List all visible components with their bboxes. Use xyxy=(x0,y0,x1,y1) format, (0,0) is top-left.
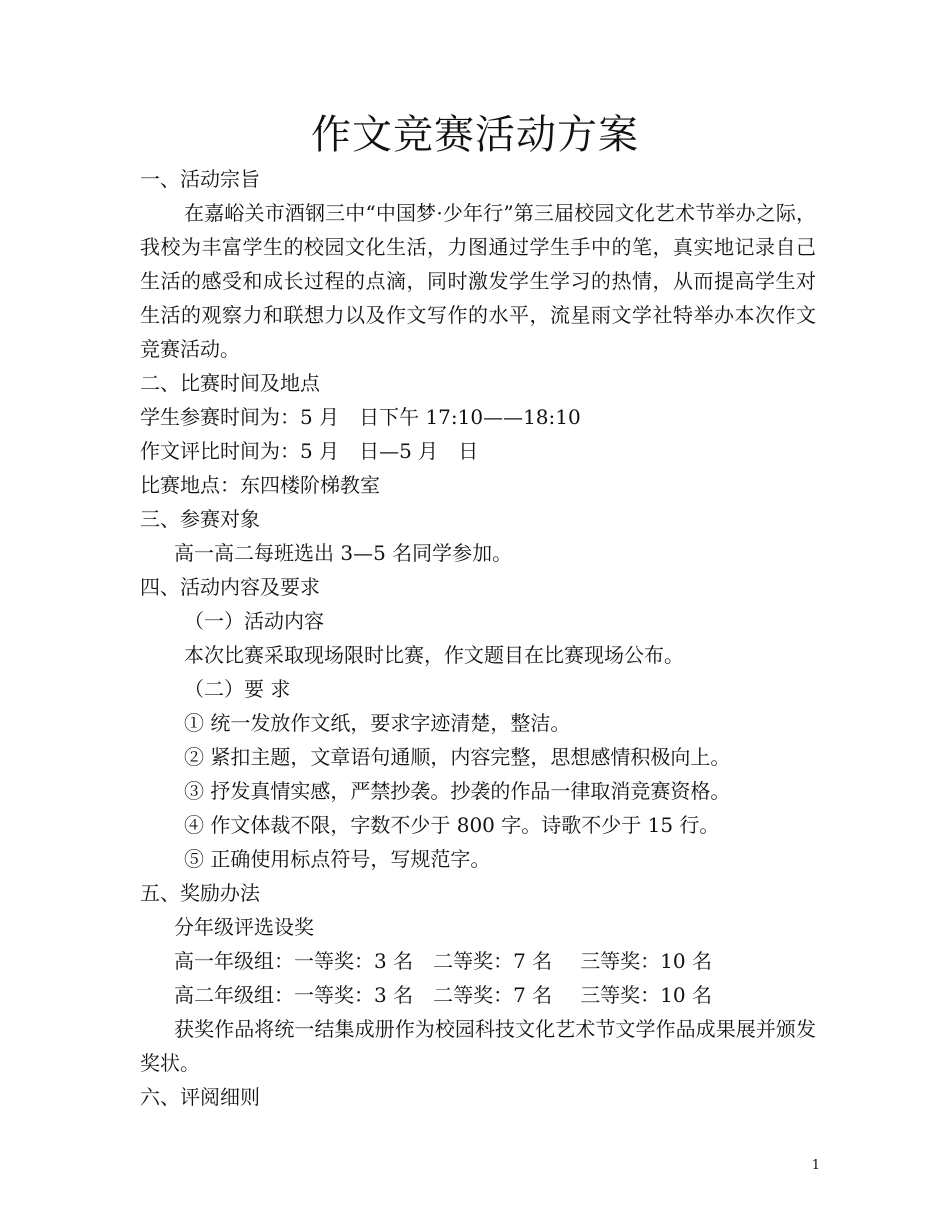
judging-time-mid: 日—5 月 xyxy=(359,439,439,463)
section-heading-participants: 三、参赛对象 xyxy=(140,507,260,531)
judging-time-suffix: 日 xyxy=(458,439,479,463)
requirement-item-3: ③ 抒发真情实感，严禁抄袭。抄袭的作品一律取消竞赛资格。 xyxy=(184,779,731,803)
awards-grade2-line xyxy=(140,978,816,1012)
grade2-third-prize: 三等奖：10 名 xyxy=(580,983,712,1007)
requirement-item-1: ① 统一发放作文纸，要求字迹清楚，整洁。 xyxy=(184,711,571,735)
section-heading-review: 六、评阅细则 xyxy=(140,1085,260,1109)
participants-text: 高一高二每班选出 3—5 名同学参加。 xyxy=(174,541,513,565)
section-heading-purpose: 一、活动宗旨 xyxy=(140,167,260,191)
document-title: 作文竞赛活动方案 xyxy=(311,112,639,158)
document-body xyxy=(140,162,816,1114)
subheading-requirements: （二）要 求 xyxy=(184,677,291,701)
requirement-item-4: ④ 作文体裁不限，字数不少于 800 字。诗歌不少于 15 行。 xyxy=(184,813,720,837)
grade2-first-prize: 高二年级组：一等奖：3 名 xyxy=(174,983,414,1007)
awards-paragraph: 获奖作品将统一结集成册作为校园科技文化艺术节文学作品成果展并颁发奖状。 xyxy=(140,1017,816,1075)
judging-time-prefix: 作文评比时间为：5 月 xyxy=(140,439,340,463)
awards-grade1-line xyxy=(140,944,816,978)
grade2-second-prize: 二等奖：7 名 xyxy=(433,983,553,1007)
grade1-third-prize: 三等奖：10 名 xyxy=(580,949,712,973)
contest-time-line xyxy=(140,400,816,434)
requirement-item-5: ⑤ 正确使用标点符号，写规范字。 xyxy=(184,847,491,871)
subheading-activity-content: （一）活动内容 xyxy=(184,609,324,633)
section-heading-awards: 五、奖励办法 xyxy=(140,881,260,905)
grade1-first-prize: 高一年级组：一等奖：3 名 xyxy=(174,949,414,973)
page-number: 1 xyxy=(811,1158,820,1173)
section-heading-content: 四、活动内容及要求 xyxy=(140,575,320,599)
grade1-second-prize: 二等奖：7 名 xyxy=(433,949,553,973)
contest-place-line: 比赛地点：东四楼阶梯教室 xyxy=(140,473,380,497)
activity-content-text: 本次比赛采取现场限时比赛，作文题目在比赛现场公布。 xyxy=(184,643,684,667)
contest-time-prefix: 学生参赛时间为：5 月 xyxy=(140,405,340,429)
requirement-item-2: ② 紧扣主题，文章语句通顺，内容完整，思想感情积极向上。 xyxy=(184,745,731,769)
purpose-paragraph: 在嘉峪关市酒钢三中“中国梦·少年行”第三届校园文化艺术节举办之际，我校为丰富学生的校园文化生活，力图通过学生手中的笔，真实地记录自己生活的感受和成长过程的点滴，同时激发学生学习的热情，从而提高学生对生活的观察力和联想力以及作文写作的水平，流星雨文学社特举办本次作文竞赛活动。 xyxy=(140,201,816,361)
section-heading-time-place: 二、比赛时间及地点 xyxy=(140,371,320,395)
judging-time-line xyxy=(140,434,816,468)
awards-intro: 分年级评选设奖 xyxy=(174,915,314,939)
contest-time-suffix: 日下午 17:10——18:10 xyxy=(359,405,581,429)
